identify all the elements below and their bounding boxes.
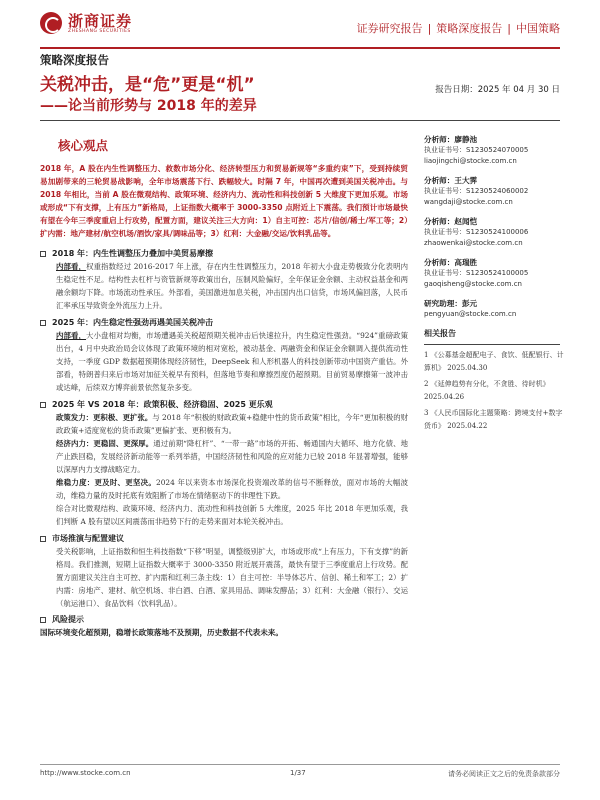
related-reports-heading: 相关报告 bbox=[424, 329, 456, 338]
analyst-card: 分析师：赵闻恺 执业证书号：S1230524100006 zhaowenkai@stocke.com.cn bbox=[424, 216, 564, 249]
analyst-email[interactable]: gaoqisheng@stocke.com.cn bbox=[424, 280, 522, 288]
nav-separator: | bbox=[427, 22, 432, 35]
logo-name: 浙商证券 bbox=[68, 11, 133, 30]
square-bullet-icon bbox=[40, 536, 46, 542]
compare-policy: 政策发力：更积极、更扩张。与 2018 年“积极的财政政策+稳健中性的货币政策”相比，今年“更加积极的财政政策+适度宽松的货币政策”更偏扩张、更积极有为。 bbox=[56, 413, 408, 435]
report-title: 关税冲击，是“危”更是“机” bbox=[40, 75, 255, 95]
section-compare-heading: 2025 年 VS 2018 年：政策积极、经济稳固、2025 更乐观 bbox=[40, 399, 408, 411]
related-report-link[interactable]: 3 《人民币国际化主题策略：跨境支付+数字货币》 2025.04.22 bbox=[424, 409, 563, 430]
section-2025-heading: 2025 年：内生稳定性强劲再遇美国关税冲击 bbox=[40, 317, 408, 329]
related-report-link[interactable]: 1 《公募基金超配电子、食饮、低配银行、计算机》 2025.04.30 bbox=[424, 351, 564, 372]
logo-english: ZHESHANG SECURITIES bbox=[68, 28, 131, 34]
section-2025-body: 内部看，大小盘相对均衡，市场遭遇美关税超预期关税冲击后快速拉升，内生稳定性强劲。“924”重磅政策出台，4 月中央政治局会议体现了政策环境的相对宽松，被动基金、两融资金和保证金余额调入提供流动性支持，一季度 GDP 数据超预期体现经济韧性，DeepSeek 和人形机器人的科技创新带动中国资产重估。外部看，特朗普归来后市场对加征关税早有预料，但落地节奏和摩擦烈度仍超预期。目前贸易摩擦第一波冲击或达峰，后续双方博弈前景依然复杂多变。 bbox=[56, 331, 408, 392]
section-2018-body: 内部看，权重指数经过 2016-2017 年上涨，存在内生性调整压力，2018 年初大小盘走势极致分化表明内生稳定性不足。结构性去杠杆与资管新规等政策出台，压制风险偏好，全年保证金余额、主动权益基金和两融余额均下降。市场流动性承压。外部看，美国激进加息关税，冲击国内出口信贷，市场风偏回落，人民币汇率承压导致资金外流压力上升。 bbox=[56, 262, 408, 310]
analyst-email[interactable]: wangdaji@stocke.com.cn bbox=[424, 198, 513, 206]
header-rule bbox=[40, 47, 560, 49]
related-rule bbox=[424, 344, 560, 345]
square-bullet-icon bbox=[40, 402, 46, 408]
risk-text: 国际环境变化超预期，稳增长政策落地不及预期，历史数据不代表未来。 bbox=[40, 628, 283, 637]
analyst-card: 分析师：王大霁 执业证书号：S1230524060002 wangdaji@stocke.com.cn bbox=[424, 175, 564, 208]
square-bullet-icon bbox=[40, 617, 46, 623]
title-rule bbox=[40, 120, 560, 121]
main-column bbox=[40, 130, 408, 639]
analyst-email[interactable]: zhaowenkai@stocke.com.cn bbox=[424, 239, 523, 247]
section-market-heading: 市场推演与配置建议 bbox=[40, 533, 408, 545]
compare-summary: 综合对比微观结构、政策环境、经济内力、流动性和科技创新 5 大维度，2025 年比 2018 年更加乐观，我们判断 A 股有望以区间震荡而非趋势下行的走势来面对本轮关税冲击。 bbox=[56, 504, 408, 526]
page-number: 1/37 bbox=[290, 769, 306, 777]
disclaimer-note: 请务必阅读正文之后的免责条款部分 bbox=[448, 770, 560, 778]
section-2018-heading: 2018 年：内生性调整压力叠加中美贸易摩擦 bbox=[40, 248, 408, 260]
section-market-body: 受关税影响，上证指数和恒生科技指数“下移”明显，调整级别扩大，市场或形成“上有压力，下有支撑”的新格局。我们推测，短期上证指数大概率于 3000-3350 附近展开震荡，最快有望于三季度重启上行攻势。配置方面建议关注自主可控、扩内需和红利三条主线：1）自主可控：半导体芯片、信创、稀土和军工；2）扩内需：房地产、建材、航空机场、非白酒、白酒、家具用品、调味发酵品；3）红利：大金融（银行）、交运（航运港口）、食品饮料（饮料乳品）。 bbox=[56, 547, 408, 608]
assistant-card: 研究助理：彭元 pengyuan@stocke.com.cn bbox=[424, 298, 564, 320]
report-subtitle: ——论当前形势与 2018 年的差异 bbox=[40, 98, 257, 114]
logo-mark-icon bbox=[40, 12, 62, 34]
footer-rule bbox=[40, 764, 560, 765]
analyst-card: 分析师：高瑞胜 执业证书号：S1230524100005 gaoqisheng@stocke.com.cn bbox=[424, 257, 564, 290]
compare-stability: 维稳力度：更及时、更坚决。2024 年以来资本市场深化投资端改革的信号不断释放，面对市场的大幅波动，维稳力量的及时托底有效阻断了市场在情绪驱动下的非理性下跌。 bbox=[56, 478, 408, 500]
section-risk-heading: 风险提示 bbox=[40, 614, 408, 626]
header-nav bbox=[357, 20, 560, 36]
company-logo bbox=[40, 12, 132, 34]
nav-separator: | bbox=[507, 22, 511, 35]
assistant-email[interactable]: pengyuan@stocke.com.cn bbox=[424, 310, 517, 318]
nav-china-strategy: 中国策略 bbox=[516, 22, 560, 35]
nav-strategy-report: 策略深度报告 bbox=[436, 22, 503, 35]
core-view-heading: 核心观点 bbox=[58, 138, 109, 153]
footer-url[interactable]: http://www.stocke.com.cn bbox=[40, 769, 131, 777]
related-report-link[interactable]: 2 《延伸趋势有分化，不贪胜、待时机》 2025.04.26 bbox=[424, 380, 550, 401]
core-view-paragraph: 2018 年，A 股在内生性调整压力、救数市场分化、经济转型压力和贸易新规等“多重约束”下，受到持续贸易加剧带来的三轮贸易战影响，全年市场震荡下行、跌幅较大。时隔 7 年，中国再次遭到美国关税冲击。与 2018 年相比，当前 A 股在微观结构、政策环境、经济内力、流动性和科技创新 5 大维度下更加乐观。市场或形成“下有支撑，上有压力”新格局，上证指数大概率于 3000-3350 点附近上下震荡。我们预计市场最快有望在今年三季度重启上行攻势，配置方面，建议关注三大方向：1）自主可控：芯片/信创/稀土/军工等；2）扩内需：地产建材/航空机场/酒饮/家具/调味品等；3）红利：大金融/交运/饮料乳品等。 bbox=[40, 164, 408, 238]
sidebar bbox=[424, 134, 564, 436]
analyst-card: 分析师：廖静池 执业证书号：S1230524070005 liaojingchi@stocke.com.cn bbox=[424, 134, 564, 167]
compare-economy: 经济内力：更稳固、更深厚。通过前期“降杠杆”、“一带一路”市场的开拓、畅通国内大循环、地方化债、地产止跌回稳，发展经济新动能等一系列举措，中国经济韧性和风险的应对能力已较 2018 年显著增强，能够以深厚内力支撑战略定力。 bbox=[56, 439, 408, 474]
square-bullet-icon bbox=[40, 251, 46, 257]
square-bullet-icon bbox=[40, 320, 46, 326]
nav-research-report: 证券研究报告 bbox=[356, 22, 423, 35]
report-type: 策略深度报告 bbox=[40, 53, 109, 67]
analyst-email[interactable]: liaojingchi@stocke.com.cn bbox=[424, 157, 517, 165]
report-date: 报告日期：2025 年 04 月 30 日 bbox=[435, 85, 560, 95]
page-header bbox=[0, 0, 600, 50]
